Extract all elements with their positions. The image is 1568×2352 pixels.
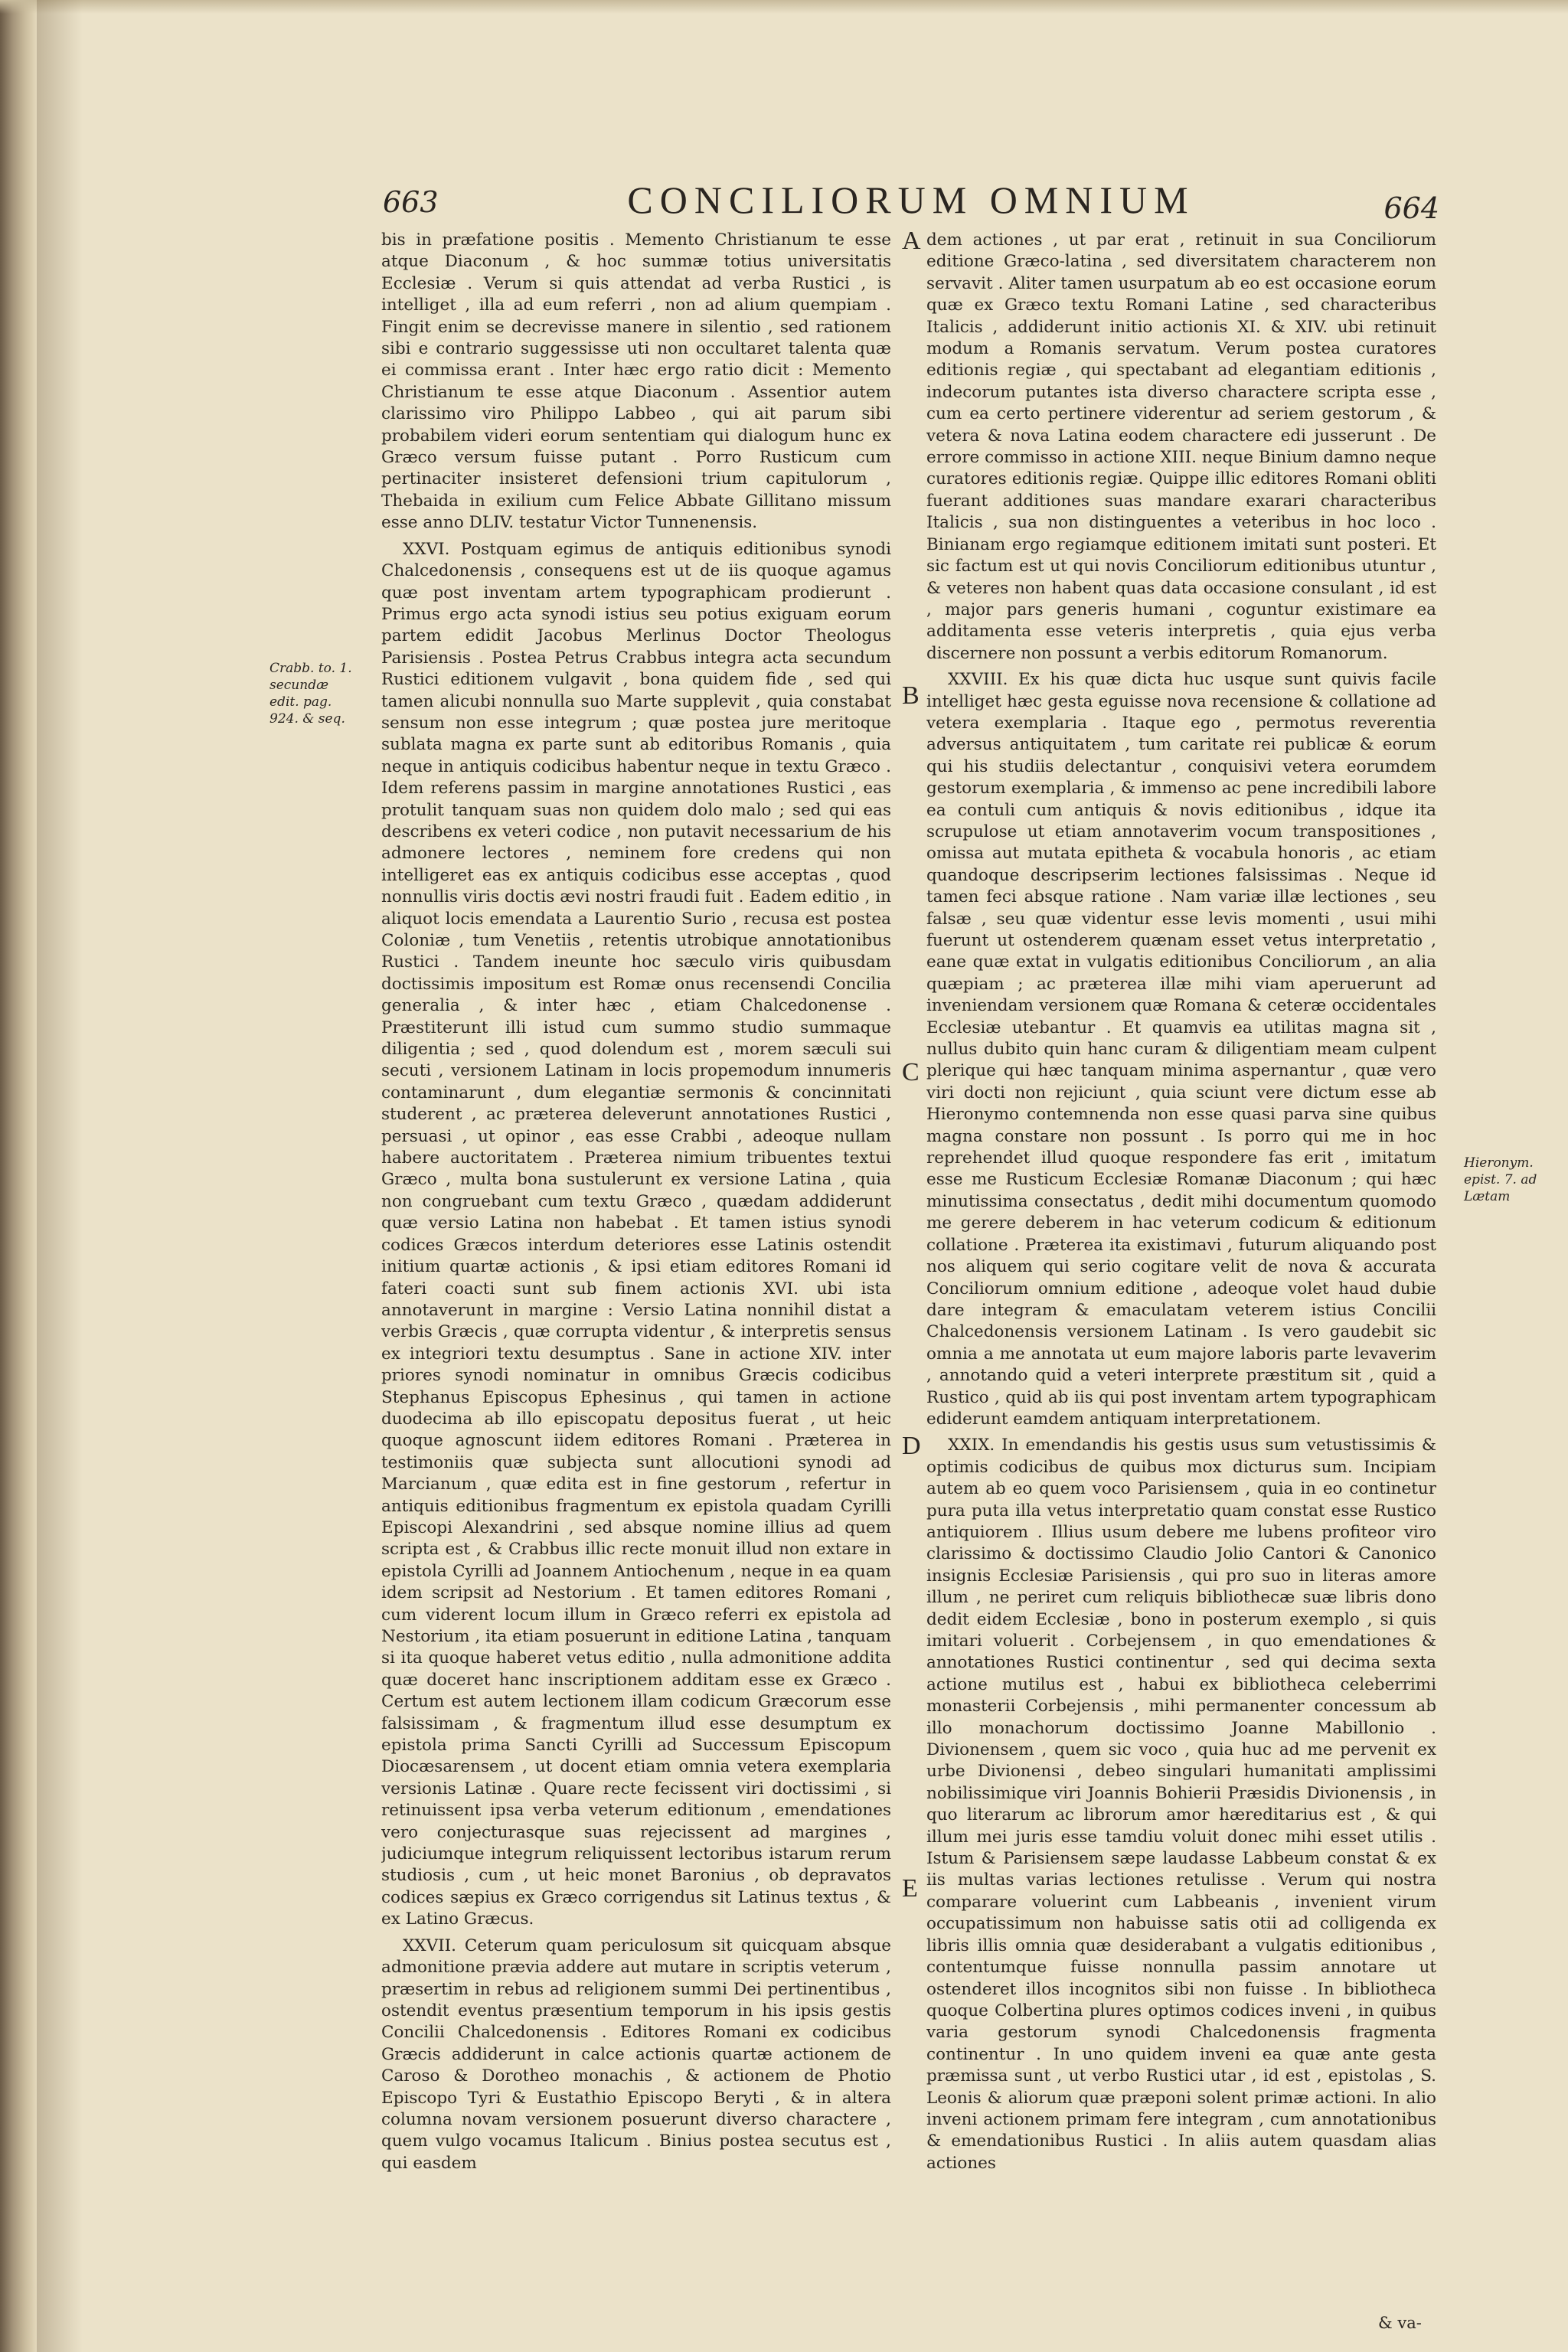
marginal-note-right: Hieronym. epist. 7. ad Lætam [1464, 1155, 1537, 1204]
margin-letter-c: C [902, 1058, 920, 1086]
paragraph-xxix: XXIX. In emendandis his gestis usus sum vetustissimis & optimis codicibus de quibus mox dicturus sum. Incipiam autem ab eo quem voco Parisiensem , quia in eo continetur pura puta illa vetus interpretatio quam constat esse Rustico antiquiorem . Illius usum debere me lubens profiteor viro clarissimo & doctissimo Claudio Jolio Cantori & Canonico insignis Ecclesiæ Parisiensis , qui pro suo in literas amore illum , ne periret cum reliquis bibliothecæ suæ libris dono dedit eidem Ecclesiæ , bono in posterum exemplo , si quis imitari voluerit . Corbejensem , in quo emendationes & annotationes Rustici continentur , sed qui decima sexta actione mutilus est , habui ex bibliotheca celeberrimi monasterii Corbejensis , mihi permanenter concessum ab illo monachorum doctissimo Joanne Mabillonio . Divionensem , quem sic voco , quia huc ad me pervenit ex urbe Divionensi , debeo singulari humanitati amplissimi nobilissimique viri Joannis Bohierii Præsidis Divionensis , in quo literarum ac librorum amor hæreditarius est , & qui illum mei juris esse tamdiu voluit donec mihi esset utilis . Istum & Parisiensem sæpe laudasse Labbeum constat & ex iis multas varias lectiones retulisse . Verum qui nostra comparare voluerint cum Labbeanis , invenient virum occupatissimum non habuisse satis otii ad colligenda ex libris illis omnia quæ desiderabant a vulgatis editionibus , contentumque fuisse nonnulla passim annotare ut ostenderet illos incognitos sibi non fuisse . In bibliotheca quoque Colbertina plures optimos codices inveni , in quibus varia gestorum synodi Chalcedonensis fragmenta continentur . In uno quidem inveni ea quæ ante gesta præmissa sunt , ut verbo Rustici utar , id est , epistolas , S. Leonis & aliorum quæ præponi solent primæ actioni. In alio inveni actionem primam fere integram , cum annotationibus & emendationibus Rustici . In aliis autem quasdam alias actiones [926, 1436, 1436, 2173]
page-number-left: 663 [383, 185, 439, 219]
paragraph-xxviii: XXVIII. Ex his quæ dicta huc usque sunt quivis facile intelliget hæc gesta eguisse nova recensione & collatione ad vetera exemplaria . Itaque ego , permotus reverentia adversus antiquitatem , tum caritate rei publicæ & eorum qui his studiis delectantur , conquisivi vetera eorumdem gestorum exemplaria , & immenso ac pene incredibili labore ea contuli cum antiquis & novis editionibus , idque ita scrupulose ut etiam annotaverim vocum transpositiones , omissa aut mutata epitheta & vocabula honoris , ac etiam quandoque descripserim lectiones falsissimas . Neque id tamen feci absque ratione . Nam variæ illæ lectiones , seu falsæ , seu quæ videntur esse levis momenti , usui mihi fuerunt ut ostenderem quænam esset vetus interpretatio , eane quæ extat in vulgatis editionibus Conciliorum , an alia quæpiam ; ac præterea illæ mihi viam aperuerunt ad inveniendam versionem quæ Romana & ceteræ occidentales Ecclesiæ utebantur . Et quamvis ea utilitas magna sit , nullus dubito quin hanc curam & diligentiam meam culpent plerique qui hæc tanquam minima aspernantur , quæ vero viri docti non rejiciunt , quia sciunt vere dictum esse ab Hieronymo contemnenda non esse quasi parva sine quibus magna constare non possunt . Is porro qui me in hoc reprehendet illud quoque respondere fas erit , imitatum esse me Rusticum Ecclesiæ Romanæ Diaconum ; qui hæc minutissima consectatus , dedit mihi documentum quomodo me gerere deberem in hac veterum codicum & editionum collatione . Præterea ita existimavi , futurum aliquando post nos aliquem qui serio cogitare velit de nova & accurata Conciliorum omnium editione , adeoque volet haud dubie dare integram & emaculatam veterem istius Concilii Chalcedonensis versionem Latinam . Is vero gaudebit sic omnia a me annotata ut eum majore laboris parte levaverim , annotando quid a veteri interprete præstitum sit , quid a Rustico , quid ab iis qui post inventam artem typographicam ediderunt eamdem antiquam interpretationem. [926, 670, 1436, 1429]
gutter-shadow [37, 0, 83, 2352]
margin-letter-b: B [902, 681, 920, 710]
paragraph-continuation-right: dem actiones , ut par erat , retinuit in sua Conciliorum editione Græco-latina , sed diversitatem characterem non servavit . Aliter tamen usurpatum ab eo est occasione eorum quæ ex Græco textu Romani Latine , sed characteribus Italicis , addiderunt initio actionis XI. & XIV. ubi retinuit modum a Romanis servatum. Verum postea curatores editionis regiæ , qui spectabant ad elegantiam editionis , indecorum putantes ista diverso charactere scripta esse , cum ea certo pertinere viderentur ad seriem gestorum , & vetera & nova Latina eodem charactere edi jusserunt . De errore commisso in actione XIII. neque Binium damno neque curatores editionis regiæ. Quippe illic editores Romani obliti fuerant additiones suas mandare exarari characteribus Italicis , sua non distinguentes a veteribus in hoc loco . Binianam ergo regiamque editionem imitati sunt posteri. Et sic factum est ut qui novis Conciliorum editionibus utuntur , & veteres non habent quas data occasione consulant , id est , major pars generis humani , coguntur existimare ea additamenta esse veteris interpretis , quia ejus verba discernere non possunt a verbis editorum Romanorum. [926, 230, 1436, 663]
section-letters [902, 227, 925, 2297]
page-top-edge [0, 0, 1568, 14]
right-column [926, 230, 1436, 2297]
page-number-right: 664 [1383, 191, 1439, 225]
margin-letter-a: A [902, 227, 921, 255]
margin-letter-d: D [902, 1432, 921, 1460]
marginal-note-left: Crabb. to. 1. secundæ edit. pag. 924. & seq. [270, 661, 352, 727]
book-edge [0, 0, 37, 2352]
margin-letter-e: E [902, 1874, 918, 1903]
paragraph-xxvii: XXVII. Ceterum quam periculosum sit quicquam absque admonitione prævia addere aut mutare in scriptis veterum , præsertim in rebus ad religionem summi Dei pertinentibus , ostendit eventus præsentium temporum in his ipsis gestis Concilii Chalcedonensis . Editores Romani ex codicibus Græcis addiderunt in calce actionis quartæ actionem de Caroso & Dorotheo monachis , & actionem de Photio Episcopo Tyri & Eustathio Episcopo Beryti , & in altera columna novam versionem posuerunt diverso charactere , quem vulgo vocamus Italicum . Binius postea secutus est , qui easdem [381, 1936, 891, 2173]
running-header [383, 178, 1439, 231]
paragraph-continuation: bis in præfatione positis . Memento Christianum te esse atque Diaconum , & hoc summæ totius universitatis Ecclesiæ . Verum si quis attendat ad verba Rustici , is intelliget , illa ad eum referri , non ad alium quempiam . Fingit enim se decrevisse manere in silentio , sed rationem sibi e contrario suggessisse uti non occultaret talenta quæ ei commissa erant . Inter hæc ergo ratio dicit : Memento Christianum te esse atque Diaconum . Assentior autem clarissimo viro Philippo Labbeo , qui ait parum sibi probabilem videri eorum sententiam qui dialogum hunc ex Græco versum fuisse putant . Porro Rusticum cum pertinaciter insisteret defensioni trium capitulorum , Thebaida in exilium cum Felice Abbate Gillitano missum esse anno DLIV. testatur Victor Tunnenensis. [381, 230, 891, 533]
paragraph-xxvi: XXVI. Postquam egimus de antiquis editionibus synodi Chalcedonensis , consequens est ut de iis quoque agamus quæ post inventam artem typographicam prodierunt . Primus ergo acta synodi istius seu potius exiguam eorum partem edidit Jacobus Merlinus Doctor Theologus Parisiensis . Postea Petrus Crabbus integra acta secundum Rustici editionem vulgavit , bona quidem fide , sed qui tamen alicubi nonnulla suo Marte supplevit , quia constabat sensum non esse integrum ; quæ postea jure meritoque sublata magna ex parte sunt ab editoribus Romanis , quia neque in antiquis codicibus habentur neque in textu Græco . Idem referens passim in margine annotationes Rustici , eas protulit tanquam suas non quidem dolo malo ; sed qui eas describens ex veteri codice , non putavit necessarium de his admonere lectores , neminem fore credens qui non intelligeret eas ex antiquis codicibus esse acceptas , quod nonnullis viris doctis ævi nostri fraudi fuit . Eadem editio , in aliquot locis emendata a Laurentio Surio , recusa est postea Coloniæ , tum Venetiis , retentis utrobique annotationibus Rustici . Tandem ineunte hoc sæculo viris quibusdam doctissimis impositum est Romæ onus recensendi Concilia generalia , & inter hæc , etiam Chalcedonense . Præstiterunt illi istud cum summo studio summaque diligentia ; sed , quod dolendum est , morem sæculi sui secuti , versionem Latinam in locis propemodum innumeris contaminarunt , dum elegantiæ sermonis & concinnitati studerent , ac præterea deleverunt annotationes Rustici , persuasi , ut opinor , eas esse Crabbi , adeoque nullam habere auctoritatem . Præterea nimium tribuentes textui Græco , multa bona sustulerunt ex versione Latina , quia non congruebant cum textu Græco , quædam addiderunt quæ versio Latina non habebat . Et tamen istius synodi codices Græcos interdum deteriores esse Latinis ostendit initium quartæ actionis , & ipsi etiam editores Romani id fateri coacti sunt sub finem actionis XVI. ubi ista annotaverunt in margine : Versio Latina nonnihil distat a verbis Græcis , quæ corrupta videntur , & interpretis sensus ex integriori textu desumptus . Sane in actione XIV. inter priores synodi nominatur in omnibus Græcis codicibus Stephanus Episcopus Ephesinus , qui tamen in actione duodecima ab illo episcopatu depositus fuerat , ut heic quoque agnoscunt iidem editores Romani . Præterea in testimoniis quæ subjecta sunt allocutioni synodi ad Marcianum , quæ edita est in fine gestorum , refertur in antiquis editionibus fragmentum ex epistola quadam Cyrilli Episcopi Alexandrini , sed absque nomine illius ad quem scripta est , & Crabbus illic recte monuit illud non extare in epistola Cyrilli ad Joannem Antiochenum , neque in ea quam idem scripsit ad Nestorium . Et tamen editores Romani , cum viderent locum illum in Græco referri ex epistola ad Nestorium , ita etiam posuerunt in editione Latina , tanquam si ita quoque haberet vetus editio , nulla admonitione addita quæ doceret hanc inscriptionem additam esse ex Græco . Certum est autem lectionem illam codicum Græcorum esse falsissimam , & fragmentum illud esse desumptum ex epistola prima Sancti Cyrilli ad Successum Episcopum Diocæsarensem , ut docent etiam omnia vetera exemplaria versionis Latinæ . Quare recte fecissent viri doctissimi , si retinuissent ipsa verba veterum editionum , emendationes vero conjecturasque suas rejecissent ad margines , judiciumque integrum reliquissent lectoribus istarum rerum studiosis , cum , ut heic monet Baronius , ob depravatos codices sæpius ex Græco corrigendus sit Latinus textus , & ex Latino Græcus. [381, 539, 891, 1929]
running-title: CONCILIORUM OMNIUM [627, 178, 1195, 221]
left-column [381, 230, 891, 2297]
catchword: & va- [1378, 2314, 1422, 2332]
